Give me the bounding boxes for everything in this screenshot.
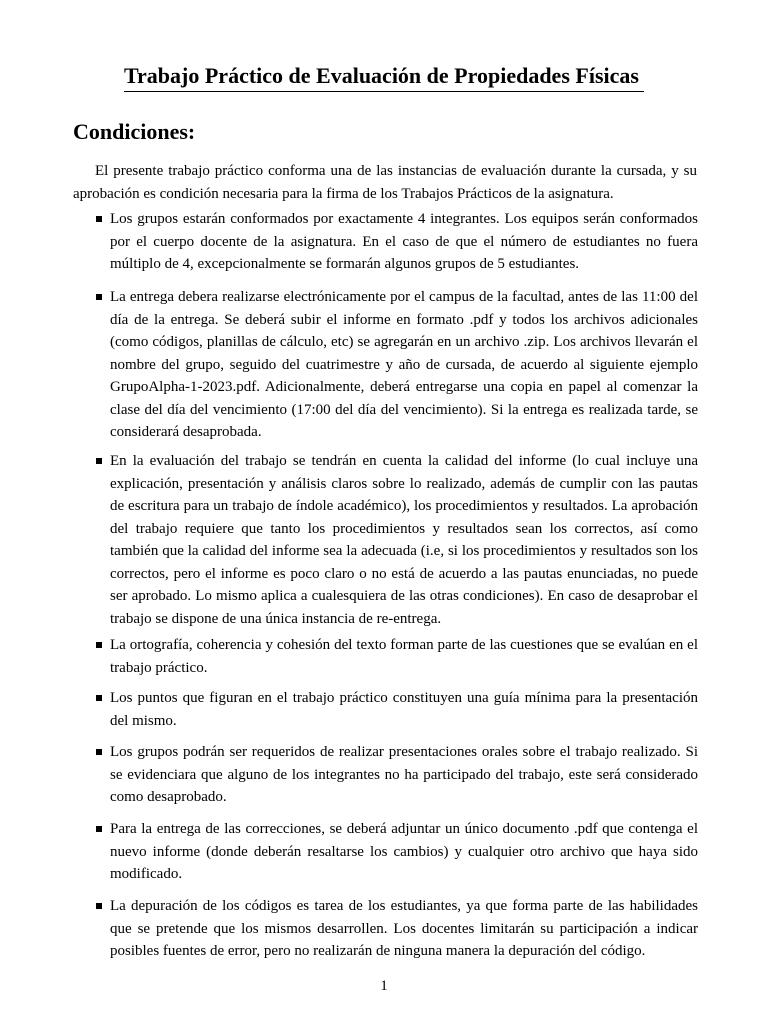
- condition-item: [95, 818, 698, 886]
- condition-item: [95, 687, 698, 732]
- condition-item: [95, 208, 698, 276]
- bullet-marker: [95, 286, 110, 444]
- page-number: 1: [380, 978, 388, 994]
- bullet-marker: [95, 208, 110, 276]
- condition-text: Para la entrega de las correcciones, se deberá adjuntar un único documento .pdf que contenga el nuevo informe (donde deberán resaltarse los cambios) y cualquier otro archivo que haya sido modificado.: [110, 821, 698, 882]
- bullet-marker: [95, 634, 110, 679]
- condition-text: Los grupos estarán conformados por exactamente 4 integrantes. Los equipos serán conformados por el cuerpo docente de la asignatura. En el caso de que el número de estudiantes no fuera múltiplo de 4, excepcionalmente se formarán algunos grupos de 5 estudiantes.: [110, 211, 698, 272]
- condition-item: [95, 286, 698, 444]
- condition-item: [95, 634, 698, 679]
- condition-text: Los grupos podrán ser requeridos de realizar presentaciones orales sobre el trabajo realizado. Si se evidenciara que alguno de los integrantes no ha participado del trabajo, este será considerado como desaprobado.: [110, 744, 698, 805]
- bullet-marker: [95, 687, 110, 732]
- bullet-marker: [95, 741, 110, 809]
- condition-text: Los puntos que figuran en el trabajo práctico constituyen una guía mínima para la presentación del mismo.: [110, 690, 698, 729]
- bullet-marker: [95, 818, 110, 886]
- condition-item: [95, 450, 698, 630]
- bullet-marker: [95, 895, 110, 963]
- condition-text: La ortografía, coherencia y cohesión del texto forman parte de las cuestiones que se evalúan en el trabajo práctico.: [110, 637, 698, 676]
- document-title: Trabajo Práctico de Evaluación de Propiedades Físicas: [124, 62, 644, 92]
- condition-item: [95, 895, 698, 963]
- bullet-marker: [95, 450, 110, 630]
- condition-item: [95, 741, 698, 809]
- intro-paragraph: El presente trabajo práctico conforma una de las instancias de evaluación durante la cursada, y su aprobación es condición necesaria para la firma de los Trabajos Prácticos de la asignatura.: [73, 163, 697, 202]
- section-heading: Condiciones:: [73, 119, 196, 144]
- condition-text: La depuración de los códigos es tarea de los estudiantes, ya que forma parte de las habilidades que se pretende que los mismos desarrollen. Los docentes limitarán su participación a indicar posibles fuentes de error, pero no realizarán de ninguna manera la depuración del código.: [110, 898, 698, 959]
- condition-text: En la evaluación del trabajo se tendrán en cuenta la calidad del informe (lo cual incluye una explicación, presentación y análisis claros sobre lo realizado, además de cumplir con las pautas de escritura para un trabajo de índole académico), los procedimientos y resultados. La aprobación del trabajo requiere que tanto los procedimientos y resultados sean los correctos, así como también que la calidad del informe sea la adecuada (i.e, si los procedimientos y resultados son los correctos, pero el informe es poco claro o no está de acuerdo a las pautas enunciadas, no puede ser aprobado. Lo mismo aplica a cualesquiera de las otras condiciones). En caso de desaprobar el trabajo se dispone de una única instancia de re-entrega.: [110, 453, 698, 627]
- condition-text: La entrega debera realizarse electrónicamente por el campus de la facultad, antes de las 11:00 del día de la entrega. Se deberá subir el informe en formato .pdf y todos los archivos adicionales (como códigos, planillas de cálculo, etc) se agregarán en un archivo .zip. Los archivos llevarán el nombre del grupo, seguido del cuatrimestre y año de cursada, de acuerdo al siguiente ejemplo GrupoAlpha-1-2023.pdf. Adicionalmente, deberá entregarse una copia en papel al comenzar la clase del día del vencimiento (17:00 del día del vencimiento). Si la entrega es realizada tarde, se considerará desaprobada.: [110, 289, 698, 440]
